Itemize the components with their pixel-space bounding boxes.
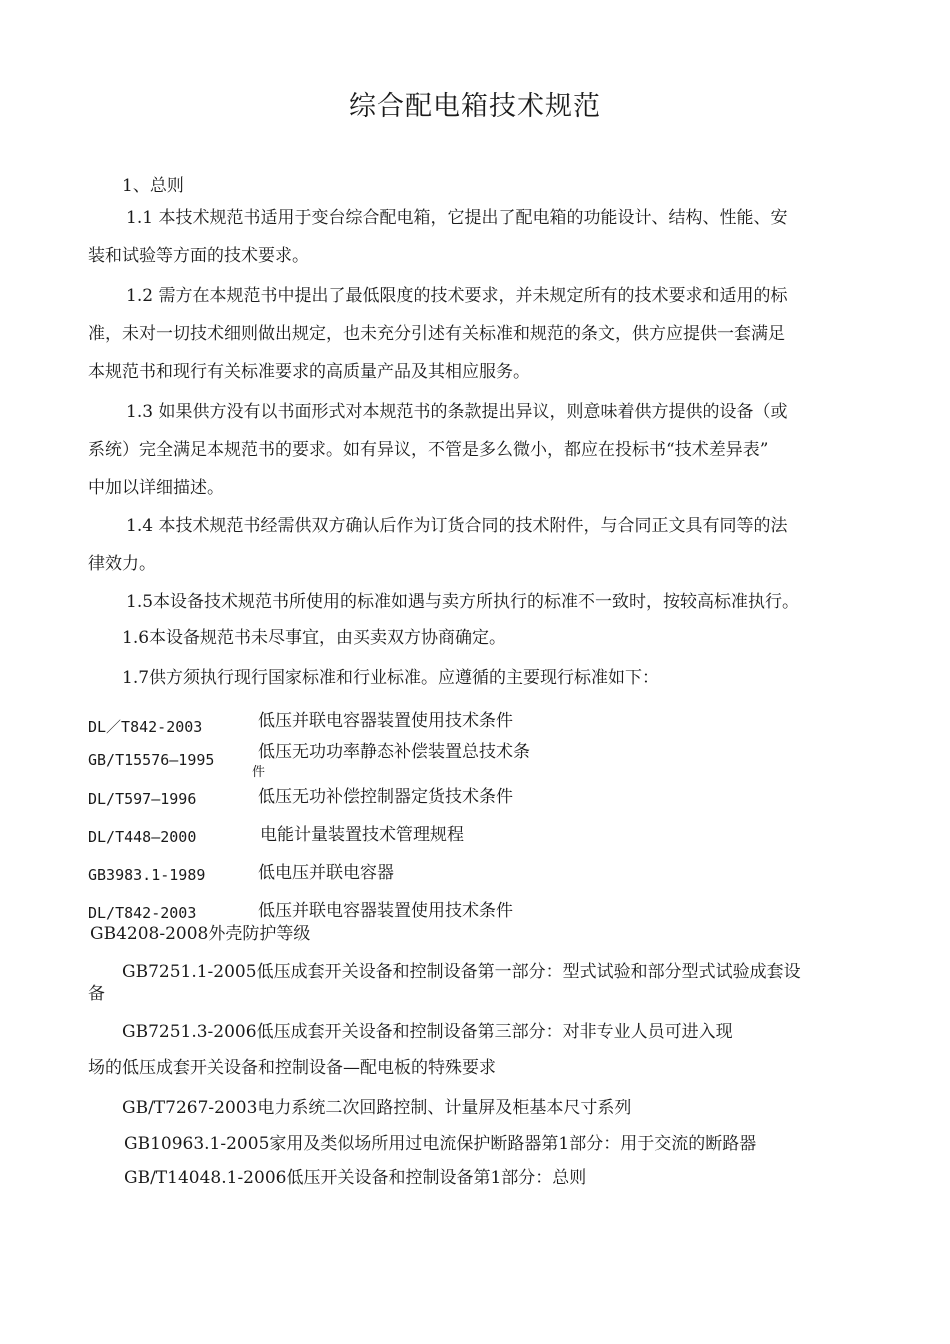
paragraph-1-1-line-2: 装和试验等方面的技术要求。 — [88, 246, 309, 266]
standard-gb7251-1-line-1: GB7251.1-2005低压成套开关设备和控制设备第一部分：型式试验和部分型式试验成套设 — [122, 962, 801, 982]
paragraph-1-5: 1.5本设备技术规范书所使用的标准如遇与卖方所执行的标准不一致时，按较高标准执行。 — [126, 592, 800, 612]
standard-name: 低电压并联电容器 — [258, 863, 394, 883]
standard-name-wrap: 件 — [252, 765, 266, 780]
standard-name: 低压无功功率静态补偿装置总技术条 — [258, 742, 530, 762]
paragraph-1-6: 1.6本设备规范书未尽事宜，由买卖双方协商确定。 — [122, 628, 507, 648]
standard-code: DL/T842-2003 — [88, 904, 197, 922]
standard-gb7251-3-line-1: GB7251.3-2006低压成套开关设备和控制设备第三部分：对非专业人员可进入现 — [122, 1022, 733, 1042]
section-heading: 1、总则 — [122, 176, 184, 196]
standard-gb10963: GB10963.1-2005家用及类似场所用过电流保护断路器第1部分：用于交流的断路器 — [124, 1134, 757, 1154]
standard-name: 低压并联电容器装置使用技术条件 — [258, 711, 513, 731]
standard-name: 电能计量装置技术管理规程 — [260, 825, 464, 845]
standard-name: 低压并联电容器装置使用技术条件 — [258, 901, 513, 921]
paragraph-1-4-line-1: 1.4 本技术规范书经需供双方确认后作为订货合同的技术附件，与合同正文具有同等的法 — [126, 516, 788, 536]
paragraph-1-4-line-2: 律效力。 — [88, 554, 156, 574]
paragraph-1-7: 1.7供方须执行现行国家标准和行业标准。应遵循的主要现行标准如下： — [122, 668, 660, 688]
standard-gbt7267: GB/T7267-2003电力系统二次回路控制、计量屏及柜基本尺寸系列 — [122, 1098, 632, 1118]
standard-gb7251-1-line-2: 备 — [88, 984, 105, 1004]
paragraph-1-2-line-2: 准，未对一切技术细则做出规定，也未充分引述有关标准和规范的条文，供方应提供一套满足 — [88, 324, 785, 344]
standard-code: DL/T448—2000 — [88, 828, 197, 846]
standard-name: 低压无功补偿控制器定货技术条件 — [258, 787, 513, 807]
standard-code: DL/T597—1996 — [88, 790, 197, 808]
paragraph-1-1-line-1: 1.1 本技术规范书适用于变台综合配电箱，它提出了配电箱的功能设计、结构、性能、安 — [126, 208, 788, 228]
standard-code: DL／T842-2003 — [88, 718, 203, 736]
paragraph-1-2-line-3: 本规范书和现行有关标准要求的高质量产品及其相应服务。 — [88, 362, 530, 382]
paragraph-1-2-line-1: 1.2 需方在本规范书中提出了最低限度的技术要求，并未规定所有的技术要求和适用的标 — [126, 286, 788, 306]
paragraph-1-3-line-2: 系统）完全满足本规范书的要求。如有异议，不管是多么微小，都应在投标书“技术差异表” — [88, 440, 769, 460]
paragraph-1-3-line-1: 1.3 如果供方没有以书面形式对本规范书的条款提出异议，则意味着供方提供的设备（或 — [126, 402, 788, 422]
standard-code: GB/T15576—1995 — [88, 751, 215, 769]
paragraph-1-3-line-3: 中加以详细描述。 — [88, 478, 224, 498]
document-title: 综合配电箱技术规范 — [349, 91, 601, 122]
standard-gb7251-3-line-2: 场的低压成套开关设备和控制设备—配电板的特殊要求 — [88, 1058, 496, 1078]
standard-gb4208: GB4208-2008外壳防护等级 — [90, 924, 311, 944]
standard-code: GB3983.1-1989 — [88, 866, 206, 884]
standard-gbt14048: GB/T14048.1-2006低压开关设备和控制设备第1部分：总则 — [124, 1168, 587, 1188]
